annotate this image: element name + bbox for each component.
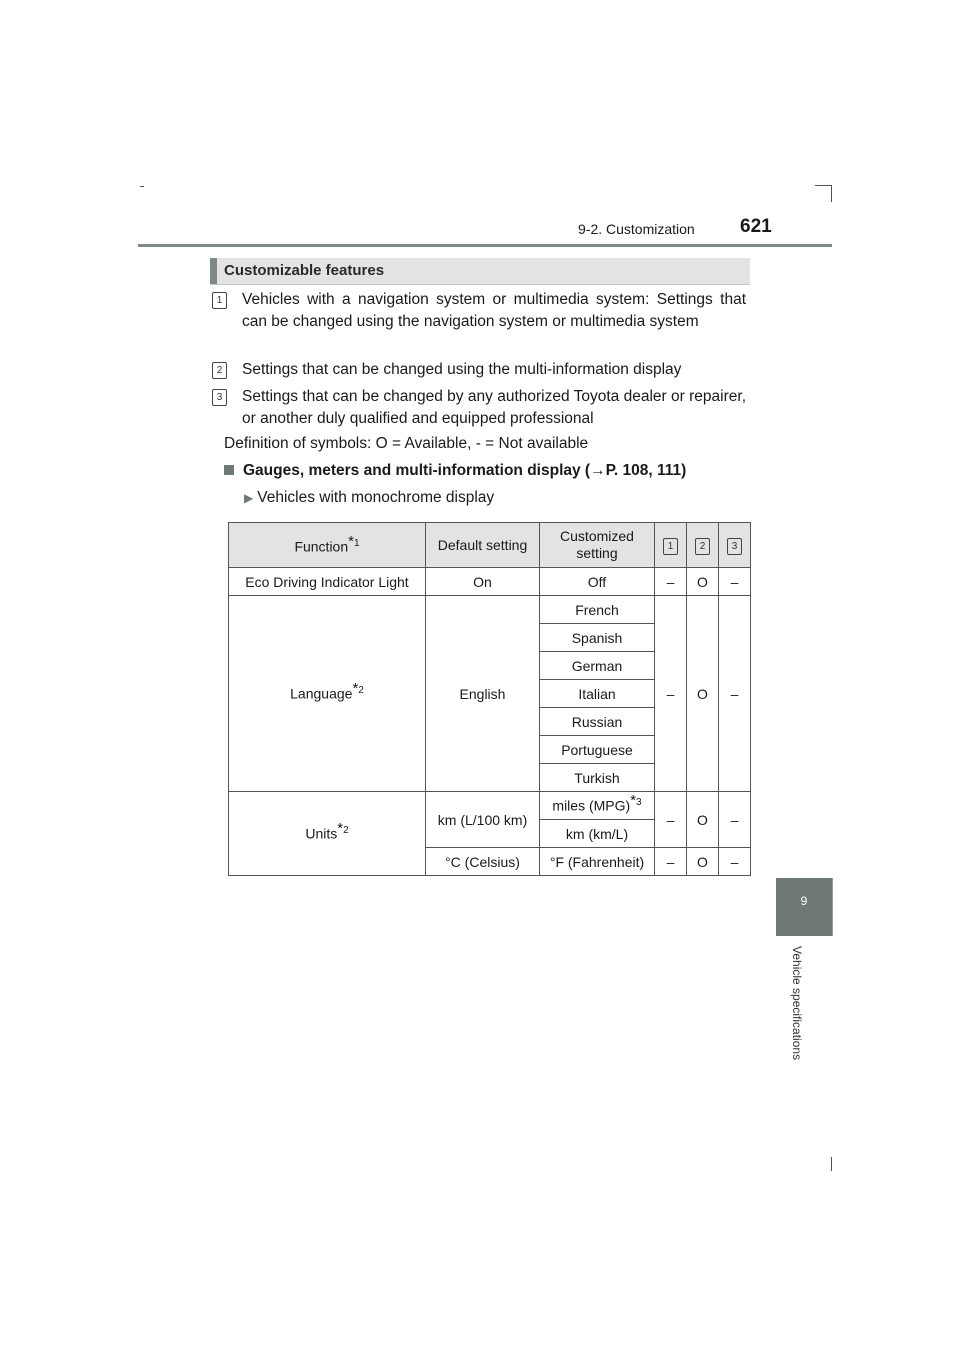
table-row <box>229 596 751 624</box>
header-col-1: 1 <box>655 523 687 568</box>
cell-function: Eco Driving Indicator Light <box>229 568 426 596</box>
cell-option: Portuguese <box>540 736 655 764</box>
cell-default: °C (Celsius) <box>426 848 540 876</box>
subheading <box>224 462 686 480</box>
header-default: Default setting <box>426 523 540 568</box>
legend-item-2 <box>212 359 746 381</box>
section-title: Customizable features <box>224 262 385 279</box>
cell-customized: Off <box>540 568 655 596</box>
cell-col-3: – <box>719 568 751 596</box>
cell-col-2: O <box>687 596 719 792</box>
chapter-label: Vehicle specifications <box>790 946 804 1061</box>
cell-col-3: – <box>719 792 751 848</box>
table-row <box>229 568 751 596</box>
cell-default: English <box>426 596 540 792</box>
crop-mark <box>815 185 832 186</box>
cell-col-1: – <box>655 848 687 876</box>
section-title-bar <box>210 258 750 285</box>
cell-col-1: – <box>655 596 687 792</box>
cell-col-3: – <box>719 596 751 792</box>
cell-col-2: O <box>687 568 719 596</box>
number-badge: 2 <box>212 362 227 379</box>
cell-col-1: – <box>655 792 687 848</box>
header-function: Function*$^1$ <box>229 523 426 568</box>
cell-function: Units*$^2$ <box>229 792 426 876</box>
cell-col-2: O <box>687 848 719 876</box>
legend-item-3 <box>212 386 746 430</box>
variant-text: Vehicles with monochrome display <box>257 489 495 506</box>
cell-default: km (L/100 km) <box>426 792 540 848</box>
square-bullet-icon <box>224 465 234 475</box>
cell-option: Russian <box>540 708 655 736</box>
cell-col-1: – <box>655 568 687 596</box>
cell-option: km (km/L) <box>540 820 655 848</box>
number-badge: 1 <box>212 292 227 309</box>
crop-mark <box>831 185 832 202</box>
header-section: 9-2. Customization <box>578 221 695 237</box>
chapter-tab: 9 <box>776 878 832 936</box>
variant-line <box>244 489 494 507</box>
cell-col-2: O <box>687 792 719 848</box>
cell-option: °F (Fahrenheit) <box>540 848 655 876</box>
cell-function: Language*$^2$ <box>229 596 426 792</box>
crop-mark <box>140 186 144 187</box>
cell-option: Spanish <box>540 624 655 652</box>
cell-option: Italian <box>540 680 655 708</box>
chapter-tab-line <box>832 878 833 936</box>
legend-item-1 <box>212 289 746 333</box>
header-col-3: 3 <box>719 523 751 568</box>
cell-option: French <box>540 596 655 624</box>
cell-option: miles (MPG)*$^3$ <box>540 792 655 820</box>
header-rule <box>138 244 832 247</box>
subheading-text: Gauges, meters and multi-information display (→P. 108, 111) <box>243 462 687 479</box>
legend-text: Vehicles with a navigation system or multimedia system: Settings that can be changed using the navigation system or multimedia system <box>242 291 746 330</box>
symbol-definition: Definition of symbols: O = Available, - = Not available <box>224 435 589 452</box>
cell-col-3: – <box>719 848 751 876</box>
customization-table <box>228 522 751 876</box>
legend-text: Settings that can be changed by any authorized Toyota dealer or repairer, or another duly qualified and equipped professional <box>242 388 746 427</box>
legend-text: Settings that can be changed using the multi-information display <box>242 361 682 378</box>
section-accent <box>210 258 217 284</box>
table-header-row <box>229 523 751 568</box>
number-badge: 3 <box>212 389 227 406</box>
triangle-bullet-icon: ▶ <box>244 491 254 505</box>
cell-option: German <box>540 652 655 680</box>
header-customized: Customized setting <box>540 523 655 568</box>
crop-mark <box>831 1157 832 1171</box>
header-col-2: 2 <box>687 523 719 568</box>
table-row <box>229 792 751 820</box>
page-number: 621 <box>740 216 772 237</box>
cell-option: Turkish <box>540 764 655 792</box>
cell-default: On <box>426 568 540 596</box>
